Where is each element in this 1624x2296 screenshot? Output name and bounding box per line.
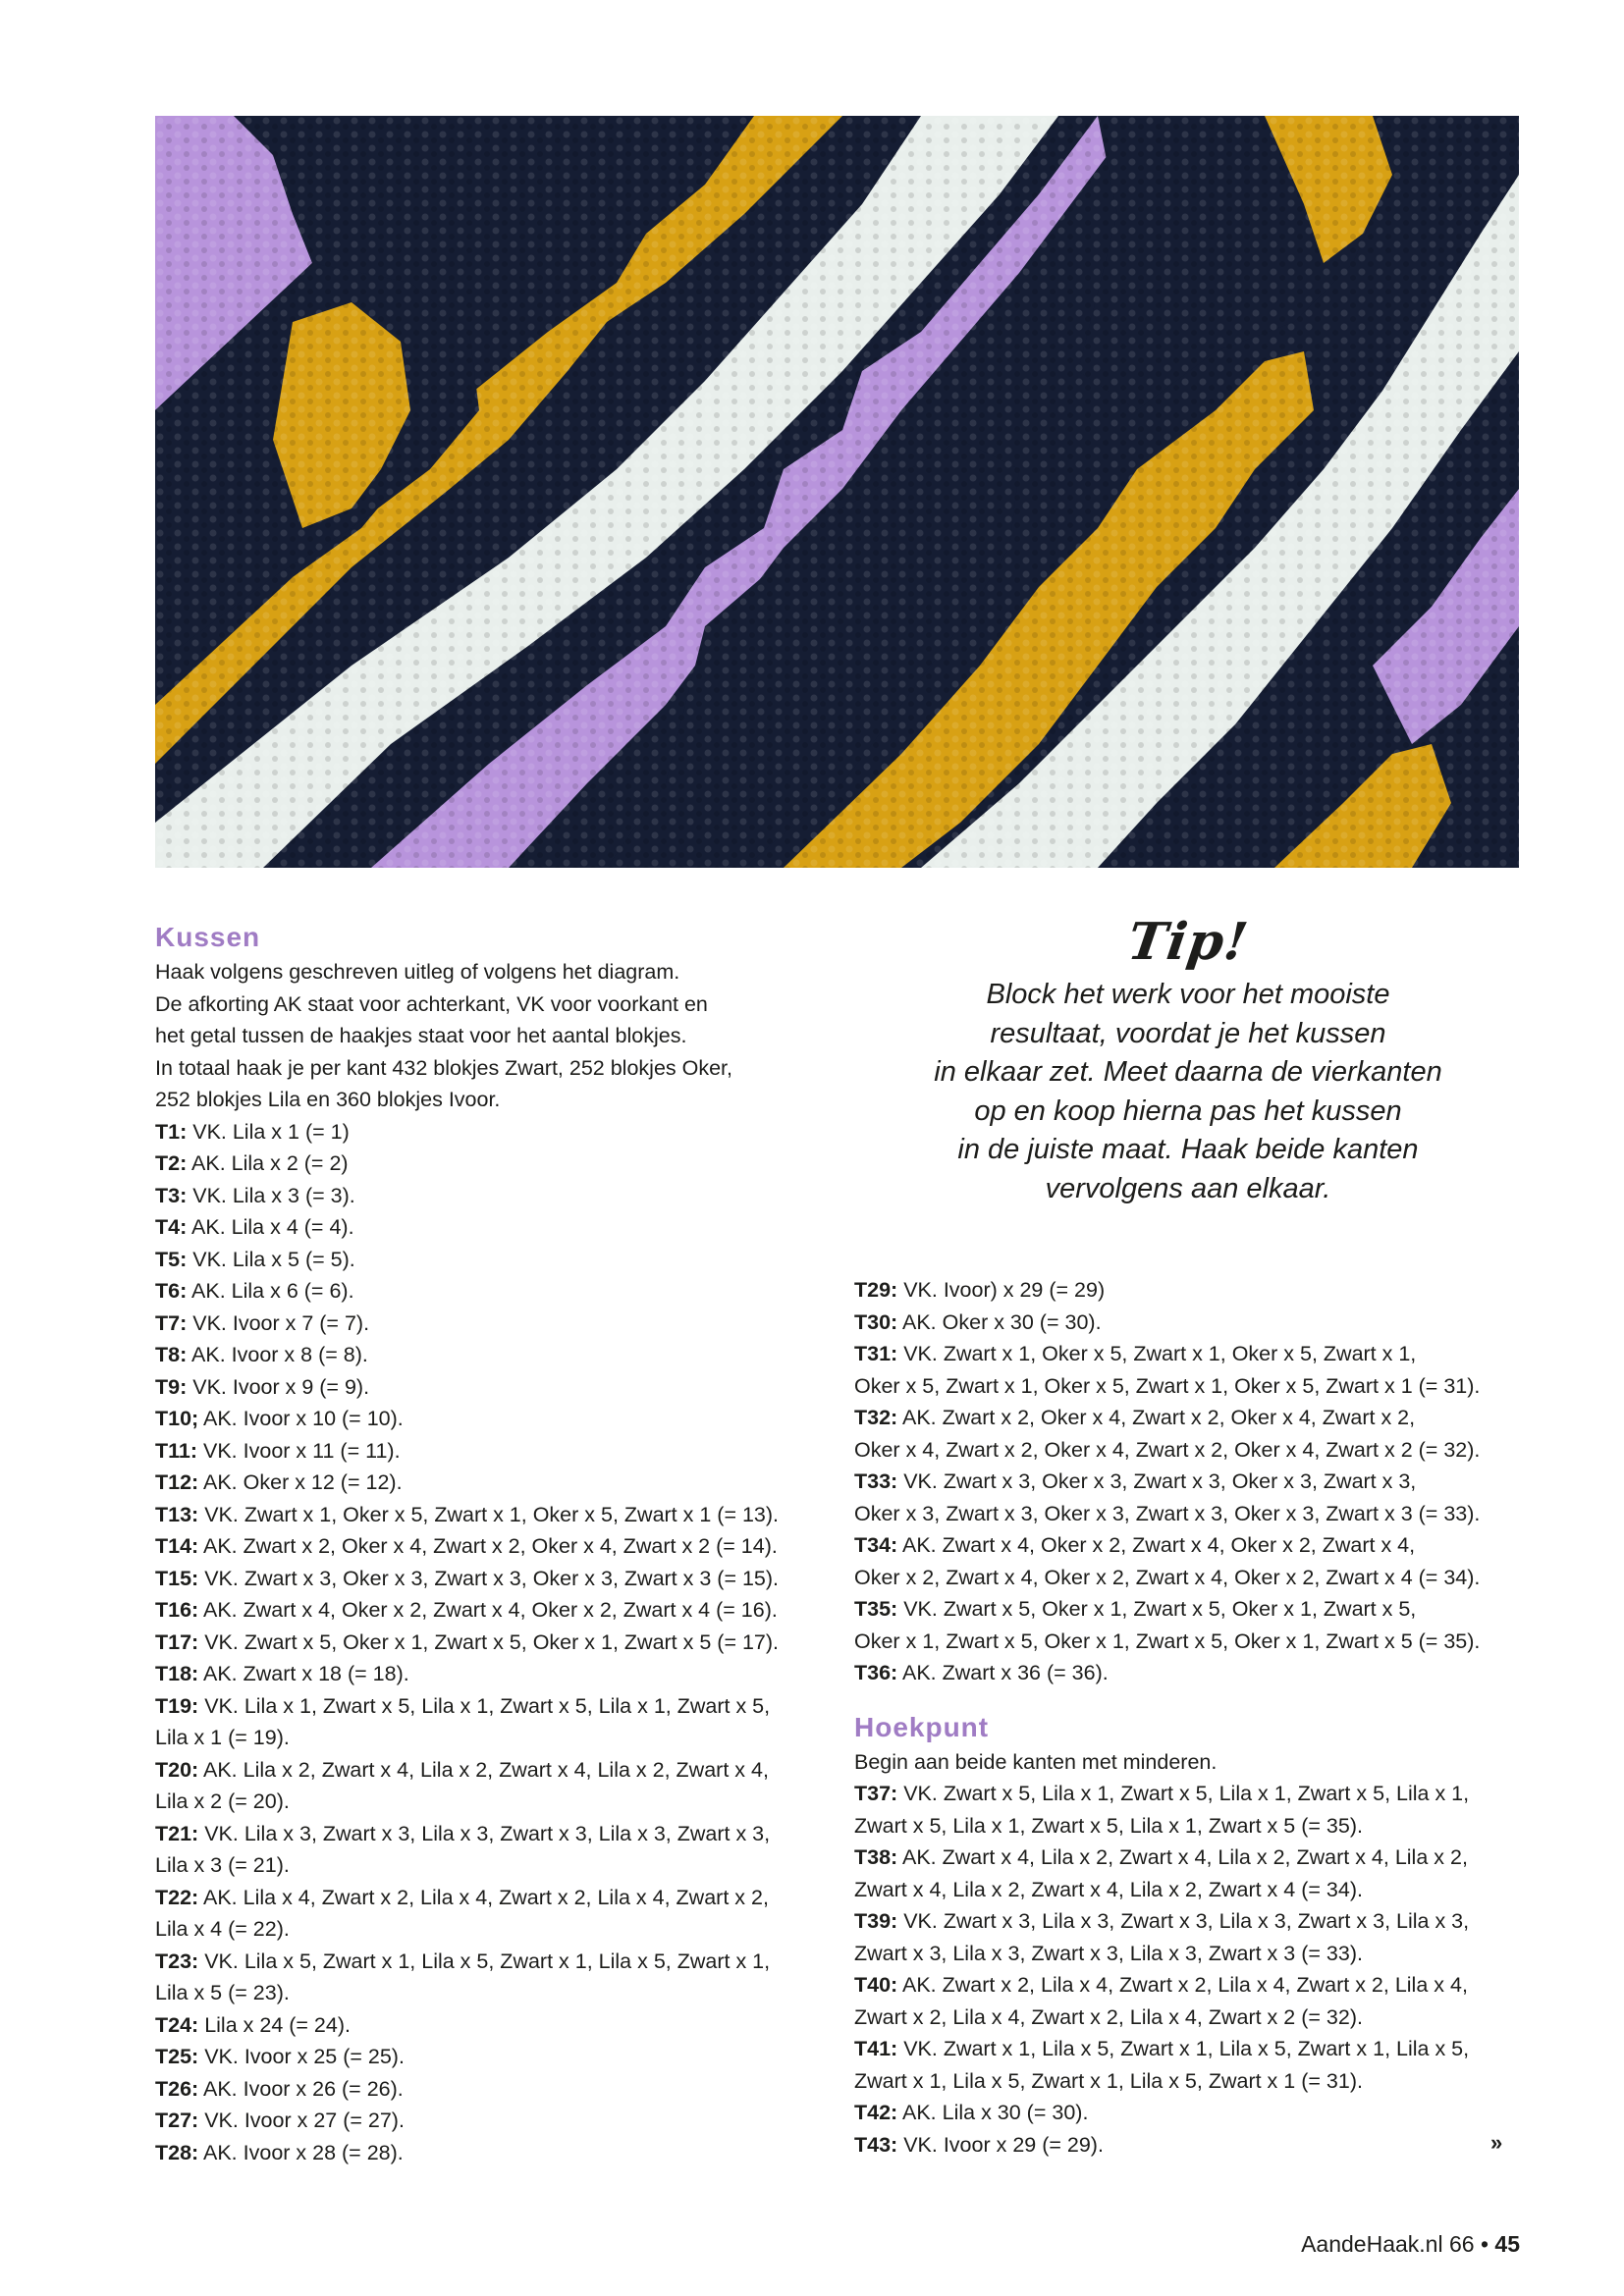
row-text: VK. Zwart x 5, Oker x 1, Zwart x 5, Oker x 1, Zwart x 5 (= 17). (198, 1629, 780, 1654)
row-label: T22: (155, 1885, 199, 1909)
row-text: VK. Lila x 1 (= 1) (187, 1119, 350, 1144)
row-label: T30: (854, 1309, 898, 1334)
row-list (854, 1274, 1542, 1689)
intro-line: In totaal haak je per kant 432 blokjes Zwart, 252 blokjes Oker, (155, 1055, 732, 1080)
pattern-row (155, 1467, 842, 1499)
pattern-row (854, 1905, 1542, 1938)
left-column (155, 921, 842, 2168)
intro-line: De afkorting AK staat voor achterkant, VK voor voorkant en (155, 991, 708, 1016)
row-text: VK. Zwart x 3, Lila x 3, Zwart x 3, Lila x 3, Zwart x 3, Lila x 3, (897, 1909, 1470, 1933)
row-text: VK. Ivoor x 25 (= 25). (198, 2045, 405, 2068)
pattern-row (155, 1180, 842, 1212)
row-label: T5: (155, 1247, 188, 1271)
pattern-row-continuation: Zwart x 1, Lila x 5, Zwart x 1, Lila x 5, Zwart x 1 (= 31). (854, 2068, 1363, 2093)
row-text: VK. Lila x 3, Zwart x 3, Lila x 3, Zwart x 3, Lila x 3, Zwart x 3, (198, 1821, 771, 1845)
intro-line: het getal tussen de haakjes staat voor het aantal blokjes. (155, 1024, 687, 1047)
pattern-row (155, 1946, 842, 1978)
row-label: T11: (155, 1438, 198, 1463)
pattern-row (155, 1818, 842, 1850)
pattern-row-continuation: Lila x 1 (= 19). (155, 1726, 290, 1749)
row-label: T39: (854, 1909, 898, 1933)
pattern-row (155, 1563, 842, 1595)
pattern-row (155, 1211, 842, 1244)
pattern-row-continuation: Lila x 2 (= 20). (155, 1789, 290, 1813)
row-label: T2: (155, 1151, 188, 1175)
pattern-row (155, 2009, 842, 2042)
pattern-row (155, 1882, 842, 1914)
row-label: T12: (155, 1470, 199, 1494)
row-text: AK. Oker x 30 (= 30). (897, 1309, 1102, 1334)
pattern-row (155, 2105, 842, 2137)
row-text: VK. Zwart x 3, Oker x 3, Zwart x 3, Oker x 3, Zwart x 3 (= 15). (198, 1566, 780, 1590)
pattern-row (854, 1529, 1542, 1562)
row-list (155, 1116, 842, 2169)
intro-line: 252 blokjes Lila en 360 blokjes Ivoor. (155, 1088, 501, 1111)
row-text: AK. Ivoor x 26 (= 26). (198, 2076, 404, 2101)
page-number: 45 (1494, 2231, 1520, 2257)
row-label: T3: (155, 1183, 188, 1207)
pattern-row (854, 1466, 1542, 1498)
row-text: AK. Zwart x 36 (= 36). (897, 1661, 1109, 1684)
crochet-blanket-photo-icon (155, 116, 1519, 868)
row-text: AK. Lila x 6 (= 6). (187, 1279, 354, 1303)
pattern-row (854, 1593, 1542, 1626)
pattern-row-continuation: Oker x 5, Zwart x 1, Oker x 5, Zwart x 1, Oker x 5, Zwart x 1 (= 31). (854, 1373, 1481, 1398)
row-label: T21: (155, 1821, 199, 1845)
row-label: T17: (155, 1629, 199, 1654)
intro-line: Haak volgens geschreven uitleg of volgens het diagram. (155, 960, 680, 984)
tip-line: op en koop hierna pas het kussen (974, 1095, 1402, 1127)
row-label: T8: (155, 1343, 188, 1366)
row-text: AK. Lila x 30 (= 30). (897, 2101, 1089, 2124)
pattern-row-continuation: Zwart x 2, Lila x 4, Zwart x 2, Lila x 4, Zwart x 2 (= 32). (854, 2004, 1363, 2029)
row-text: VK. Ivoor x 11 (= 11). (197, 1438, 401, 1463)
pattern-row (854, 1657, 1542, 1689)
row-label: T38: (854, 1845, 898, 1869)
pattern-row (155, 1435, 842, 1468)
row-text: VK. Ivoor x 7 (= 7). (187, 1310, 370, 1335)
pattern-row (155, 1275, 842, 1308)
row-text: AK. Lila x 2 (= 2) (187, 1151, 349, 1175)
row-label: T4: (155, 1215, 188, 1239)
pattern-row (155, 2137, 842, 2169)
row-text: VK. Zwart x 5, Lila x 1, Zwart x 5, Lila x 1, Zwart x 5, Lila x 1, (897, 1782, 1470, 1805)
row-text: VK. Lila x 3 (= 3). (187, 1183, 355, 1207)
pattern-row-continuation: Oker x 3, Zwart x 3, Oker x 3, Zwart x 3, Oker x 3, Zwart x 3 (= 33). (854, 1501, 1481, 1525)
row-text: AK. Zwart x 2, Oker x 4, Zwart x 2, Oker x 4, Zwart x 2 (= 14). (198, 1534, 778, 1558)
row-label: T42: (854, 2101, 898, 2124)
row-text: VK. Lila x 1, Zwart x 5, Lila x 1, Zwart x 5, Lila x 1, Zwart x 5, (198, 1693, 771, 1718)
row-label: T33: (854, 1469, 898, 1493)
pattern-row (854, 1402, 1542, 1434)
pattern-row-continuation: Zwart x 4, Lila x 2, Zwart x 4, Lila x 2, Zwart x 4 (= 34). (854, 1877, 1363, 1901)
row-text: VK. Ivoor x 27 (= 27). (198, 2109, 405, 2132)
pattern-row (155, 1308, 842, 1340)
row-label: T35: (854, 1597, 898, 1621)
pattern-row (155, 1594, 842, 1627)
pattern-row-continuation: Zwart x 3, Lila x 3, Zwart x 3, Lila x 3, Zwart x 3 (= 33). (854, 1941, 1363, 1965)
row-list (854, 1778, 1542, 2161)
pattern-row (155, 1499, 842, 1531)
row-label: T27: (155, 2109, 199, 2132)
tip-line: Block het werk voor het mooiste (986, 979, 1390, 1010)
row-text: AK. Lila x 4 (= 4). (187, 1215, 354, 1239)
hoekpunt-heading: Hoekpunt (854, 1711, 990, 1742)
row-label: T23: (155, 1949, 199, 1973)
pattern-row (854, 1778, 1542, 1810)
pattern-row (155, 1339, 842, 1371)
row-text: VK. Lila x 5 (= 5). (187, 1247, 355, 1271)
row-text: AK. Ivoor x 28 (= 28). (198, 2140, 404, 2164)
row-text: VK. Zwart x 1, Lila x 5, Zwart x 1, Lila x 5, Zwart x 1, Lila x 5, (897, 2037, 1470, 2060)
tip-title: Tip! (1123, 912, 1253, 972)
row-label: T26: (155, 2076, 199, 2101)
row-label: T9: (155, 1374, 188, 1399)
pattern-row (854, 1274, 1542, 1307)
row-text: AK. Oker x 12 (= 12). (198, 1470, 403, 1494)
row-text: VK. Ivoor x 9 (= 9). (187, 1374, 370, 1399)
pattern-row (155, 1530, 842, 1563)
row-text: AK. Lila x 4, Zwart x 2, Lila x 4, Zwart x 2, Lila x 4, Zwart x 2, (198, 1885, 769, 1909)
row-text: AK. Zwart x 2, Oker x 4, Zwart x 2, Oker x 4, Zwart x 2, (897, 1406, 1416, 1429)
pattern-row (155, 1148, 842, 1180)
row-label: T32: (854, 1406, 898, 1429)
tip-body (884, 976, 1492, 1208)
pattern-row (854, 2097, 1542, 2129)
row-label: T13: (155, 1502, 199, 1526)
pattern-row (155, 1658, 842, 1690)
pattern-row-continuation: Lila x 5 (= 23). (155, 1981, 290, 2004)
pattern-row (155, 1754, 842, 1787)
row-text: Lila x 24 (= 24). (198, 2012, 351, 2037)
row-label: T40: (854, 1973, 898, 1997)
row-label: T34: (854, 1533, 898, 1557)
pattern-row (155, 1116, 842, 1148)
row-label: T41: (854, 2037, 898, 2060)
pattern-row-continuation: Oker x 1, Zwart x 5, Oker x 1, Zwart x 5, Oker x 1, Zwart x 5 (= 35). (854, 1629, 1481, 1653)
row-label: T25: (155, 2045, 199, 2068)
row-label: T29: (854, 1278, 898, 1302)
row-text: VK. Zwart x 1, Oker x 5, Zwart x 1, Oker x 5, Zwart x 1 (= 13). (198, 1502, 780, 1526)
row-text: VK. Zwart x 1, Oker x 5, Zwart x 1, Oker x 5, Zwart x 1, (897, 1342, 1417, 1365)
pattern-row-continuation: Lila x 4 (= 22). (155, 1917, 290, 1941)
pattern-row (155, 1371, 842, 1404)
footer-site: AandeHaak.nl 66 (1301, 2231, 1475, 2257)
kussen-heading: Kussen (155, 922, 261, 952)
row-label: T31: (854, 1342, 898, 1365)
continue-mark: » (1490, 2130, 1503, 2155)
pattern-row-continuation: Oker x 2, Zwart x 4, Oker x 2, Zwart x 4, Oker x 2, Zwart x 4 (= 34). (854, 1565, 1481, 1589)
pattern-row (854, 2033, 1542, 2065)
pattern-row (854, 1842, 1542, 1874)
row-label: T10; (155, 1407, 199, 1430)
row-label: T14: (155, 1534, 199, 1558)
row-label: T43: (854, 2132, 898, 2157)
row-text: VK. Ivoor x 29 (= 29). (897, 2132, 1104, 2157)
row-text: AK. Ivoor x 10 (= 10). (198, 1407, 404, 1430)
row-text: AK. Zwart x 4, Lila x 2, Zwart x 4, Lila x 2, Zwart x 4, Lila x 2, (897, 1845, 1468, 1869)
row-label: T15: (155, 1566, 199, 1590)
row-label: T37: (854, 1782, 898, 1805)
row-text: VK. Lila x 5, Zwart x 1, Lila x 5, Zwart x 1, Lila x 5, Zwart x 1, (198, 1949, 771, 1973)
row-text: AK. Zwart x 4, Oker x 2, Zwart x 4, Oker x 2, Zwart x 4 (= 16). (198, 1598, 778, 1622)
row-label: T36: (854, 1661, 898, 1684)
row-label: T16: (155, 1598, 199, 1622)
pattern-row (155, 2073, 842, 2106)
footer-bullet: • (1480, 2231, 1489, 2257)
pattern-row-continuation: Lila x 3 (= 21). (155, 1853, 290, 1877)
crochet-photo (155, 116, 1519, 868)
hoekpunt-intro: Begin aan beide kanten met minderen. (854, 1749, 1218, 1774)
pattern-row (155, 1244, 842, 1276)
row-text: AK. Zwart x 4, Oker x 2, Zwart x 4, Oker x 2, Zwart x 4, (897, 1533, 1416, 1557)
row-label: T6: (155, 1279, 188, 1303)
pattern-row (854, 1307, 1542, 1339)
pattern-row (155, 2041, 842, 2073)
pattern-row (155, 1627, 842, 1659)
pattern-row-continuation: Zwart x 5, Lila x 1, Zwart x 5, Lila x 1, Zwart x 5 (= 35). (854, 1813, 1363, 1838)
pattern-row-continuation: Oker x 4, Zwart x 2, Oker x 4, Zwart x 2, Oker x 4, Zwart x 2 (= 32). (854, 1437, 1481, 1462)
row-text: AK. Zwart x 2, Lila x 4, Zwart x 2, Lila x 4, Zwart x 2, Lila x 4, (897, 1973, 1468, 1997)
row-text: AK. Ivoor x 8 (= 8). (187, 1343, 368, 1366)
row-text: AK. Zwart x 18 (= 18). (198, 1662, 409, 1685)
tip-line: resultaat, voordat je het kussen (990, 1017, 1386, 1049)
tip-line: in de juiste maat. Haak beide kanten (957, 1134, 1419, 1165)
row-text: VK. Zwart x 5, Oker x 1, Zwart x 5, Oker x 1, Zwart x 5, (897, 1597, 1417, 1621)
row-label: T7: (155, 1310, 188, 1335)
tip-line: in elkaar zet. Meet daarna de vierkanten (934, 1056, 1442, 1088)
row-text: VK. Ivoor) x 29 (= 29) (897, 1278, 1106, 1302)
row-label: T1: (155, 1119, 188, 1144)
tip-box (884, 913, 1492, 1208)
pattern-row (854, 1338, 1542, 1370)
row-label: T28: (155, 2140, 199, 2164)
row-label: T19: (155, 1693, 199, 1718)
pattern-row (155, 1690, 842, 1723)
row-label: T20: (155, 1757, 199, 1782)
row-label: T18: (155, 1662, 199, 1685)
pattern-row (155, 1403, 842, 1435)
row-label: T24: (155, 2012, 199, 2037)
right-column (854, 1274, 1542, 2161)
row-text: VK. Zwart x 3, Oker x 3, Zwart x 3, Oker x 3, Zwart x 3, (897, 1469, 1417, 1493)
tip-line: vervolgens aan elkaar. (1045, 1172, 1331, 1204)
pattern-row (854, 1969, 1542, 2002)
pattern-row (854, 2129, 1542, 2162)
page-footer (1301, 2231, 1520, 2258)
row-text: AK. Lila x 2, Zwart x 4, Lila x 2, Zwart x 4, Lila x 2, Zwart x 4, (198, 1757, 769, 1782)
